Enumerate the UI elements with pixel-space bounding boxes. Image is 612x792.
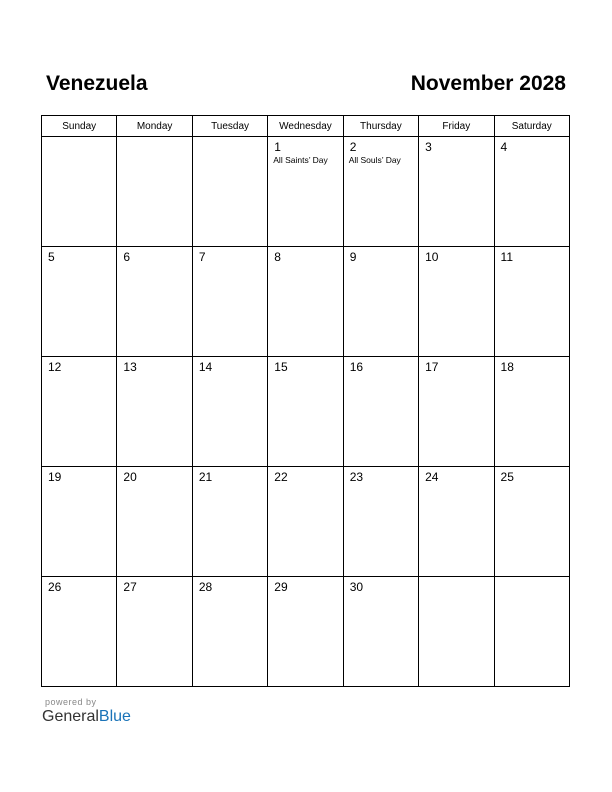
day-number: 5	[48, 250, 55, 264]
weekday-header-row	[42, 116, 570, 137]
day-cell	[268, 357, 343, 467]
day-number: 30	[349, 580, 364, 594]
day-number: 16	[349, 360, 364, 374]
week-row-1	[42, 137, 570, 247]
week-row-4	[42, 467, 570, 577]
day-cell	[419, 577, 494, 687]
generalblue-logo[interactable]	[42, 708, 131, 726]
day-cell	[117, 137, 192, 247]
day-cell	[268, 137, 343, 247]
day-number: 3	[425, 140, 432, 154]
day-cell	[494, 357, 569, 467]
day-cell	[343, 247, 418, 357]
day-cell	[117, 577, 192, 687]
day-cell	[42, 137, 117, 247]
day-cell	[494, 577, 569, 687]
day-cell	[343, 137, 418, 247]
day-cell	[494, 467, 569, 577]
day-number: 25	[500, 470, 514, 484]
day-cell	[268, 577, 343, 687]
day-number: 2	[349, 140, 357, 154]
day-number: 24	[425, 470, 439, 484]
day-cell	[192, 577, 267, 687]
weekday-wednesday: Wednesday	[268, 116, 343, 137]
day-cell	[117, 357, 192, 467]
day-number: 4	[500, 140, 508, 154]
weekday-monday: Monday	[117, 116, 192, 137]
day-cell	[192, 467, 267, 577]
day-number: 13	[123, 360, 137, 374]
day-number: 22	[274, 470, 288, 484]
week-row-5	[42, 577, 570, 687]
day-cell	[42, 247, 117, 357]
day-cell	[343, 467, 418, 577]
day-cell	[268, 467, 343, 577]
day-cell	[192, 247, 267, 357]
day-cell	[117, 247, 192, 357]
holiday-label: All Saints’ Day	[273, 155, 328, 165]
day-number: 27	[123, 580, 137, 594]
week-row-2	[42, 247, 570, 357]
month-year-title: November 2028	[410, 72, 566, 95]
day-number: 28	[198, 580, 213, 594]
day-cell	[268, 247, 343, 357]
day-cell	[494, 137, 569, 247]
day-cell	[419, 247, 494, 357]
day-cell	[343, 577, 418, 687]
day-number: 11	[500, 250, 513, 264]
brand-general-text: General	[42, 708, 99, 725]
day-number: 10	[425, 250, 439, 264]
holiday-label: All Souls’ Day	[348, 155, 401, 165]
weekday-tuesday: Tuesday	[192, 116, 267, 137]
day-cell	[419, 467, 494, 577]
powered-by-label: powered by	[45, 697, 97, 707]
day-number: 18	[500, 360, 514, 374]
day-number: 21	[198, 470, 213, 484]
day-cell	[419, 357, 494, 467]
brand-blue-text: Blue	[98, 708, 131, 725]
day-number: 26	[48, 580, 62, 594]
day-number: 6	[123, 250, 131, 264]
day-cell	[419, 137, 494, 247]
day-number: 15	[274, 360, 288, 374]
day-cell	[42, 577, 117, 687]
calendar-grid	[41, 115, 570, 687]
day-number: 12	[48, 360, 62, 374]
weekday-saturday: Saturday	[494, 116, 569, 137]
day-cell	[192, 357, 267, 467]
day-number: 29	[274, 580, 288, 594]
day-number: 8	[274, 250, 281, 264]
day-cell	[117, 467, 192, 577]
day-cell	[343, 357, 418, 467]
day-number: 20	[123, 470, 137, 484]
day-number: 7	[198, 250, 206, 264]
day-cell	[494, 247, 569, 357]
week-row-3	[42, 357, 570, 467]
day-number: 9	[349, 250, 357, 264]
day-cell	[42, 467, 117, 577]
day-number: 23	[349, 470, 364, 484]
day-number: 14	[198, 360, 213, 374]
day-number: 17	[425, 360, 439, 374]
day-number: 19	[48, 470, 62, 484]
weekday-sunday: Sunday	[42, 116, 117, 137]
day-cell	[192, 137, 267, 247]
day-cell	[42, 357, 117, 467]
weekday-thursday: Thursday	[343, 116, 418, 137]
weekday-friday: Friday	[419, 116, 494, 137]
day-number: 1	[274, 140, 281, 154]
country-title: Venezuela	[46, 72, 148, 95]
